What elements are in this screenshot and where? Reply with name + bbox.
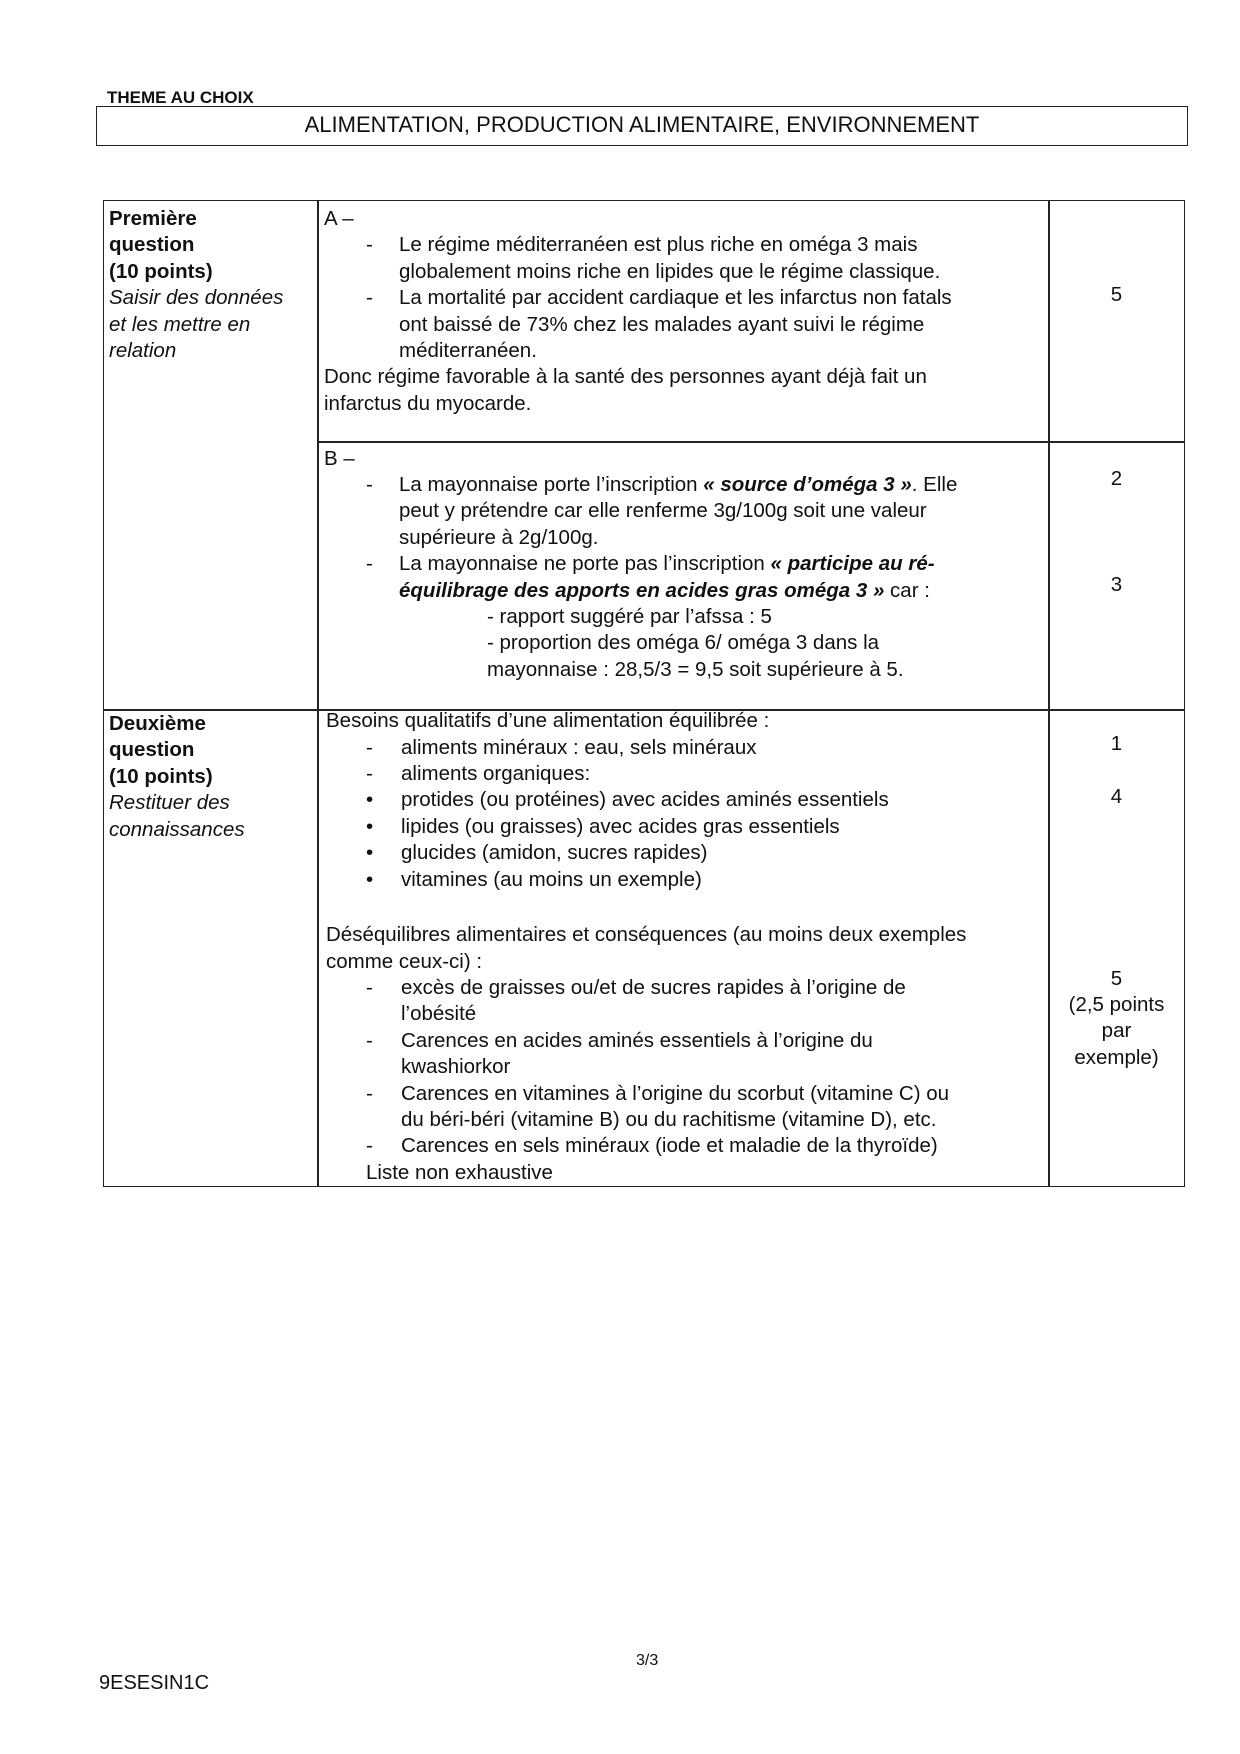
- q1-skill: relation: [109, 339, 177, 362]
- imbalance-item: Carences en acides aminés essentiels à l’origine du: [401, 1029, 873, 1052]
- dash-marker: -: [366, 1134, 373, 1157]
- part-a-item: Le régime méditerranéen est plus riche en oméga 3 mais: [399, 233, 918, 256]
- q2-points: 5: [1110, 967, 1123, 990]
- dash-marker: -: [366, 976, 373, 999]
- part-a-item: La mortalité par accident cardiaque et les infarctus non fatals: [399, 286, 952, 309]
- part-a-item: méditerranéen.: [399, 339, 537, 362]
- dash-marker: -: [366, 233, 373, 256]
- q1-skill: et les mettre en: [109, 313, 251, 336]
- part-b-points: 3: [1110, 573, 1123, 596]
- imbalance-item: kwashiorkor: [401, 1055, 511, 1078]
- text: car :: [884, 579, 930, 602]
- text: La mayonnaise porte l’inscription: [399, 473, 704, 496]
- part-b-subitem: - rapport suggéré par l’afssa : 5: [487, 605, 772, 628]
- needs-item: aliments minéraux : eau, sels minéraux: [401, 736, 757, 759]
- dash-marker: -: [366, 1029, 373, 1052]
- bullet-icon: •: [366, 815, 374, 838]
- needs-bullet-item: glucides (amidon, sucres rapides): [401, 841, 708, 864]
- needs-heading: Besoins qualitatifs d’une alimentation équilibrée :: [326, 709, 770, 732]
- page-number: 3/3: [636, 1652, 659, 1669]
- q2-points: 1: [1110, 732, 1123, 755]
- bullet-icon: •: [366, 788, 374, 811]
- q1-skill: Saisir des données: [109, 286, 284, 309]
- part-a-heading: A –: [324, 207, 354, 230]
- q2-skill: Restituer des: [109, 791, 230, 814]
- part-b-subitem: - proportion des oméga 6/ oméga 3 dans la: [487, 631, 880, 654]
- q1-label: question: [109, 233, 195, 256]
- q1-label: Première: [109, 207, 197, 230]
- q1-points-label: (10 points): [109, 260, 213, 283]
- imbalance-heading: Déséquilibres alimentaires et conséquences (au moins deux exemples: [326, 923, 967, 946]
- document-code: 9ESESIN1C: [99, 1672, 210, 1694]
- needs-bullet-item: protides (ou protéines) avec acides aminés essentiels: [401, 788, 889, 811]
- part-b-points: 2: [1110, 467, 1123, 490]
- document-title: ALIMENTATION, PRODUCTION ALIMENTAIRE, ENVIRONNEMENT: [96, 106, 1188, 146]
- imbalance-item: Carences en sels minéraux (iode et maladie de la thyroïde): [401, 1134, 938, 1157]
- bullet-icon: •: [366, 841, 374, 864]
- q2-points-note: exemple): [1074, 1046, 1159, 1069]
- imbalance-item: l’obésité: [401, 1002, 477, 1025]
- theme-label: THEME AU CHOIX: [107, 88, 254, 107]
- imbalance-item: du béri-béri (vitamine B) ou du rachitisme (vitamine D), etc.: [401, 1108, 937, 1131]
- part-b-item: [399, 472, 957, 498]
- imbalance-item: excès de graisses ou/et de sucres rapides à l’origine de: [401, 976, 906, 999]
- part-b-item: [399, 578, 930, 604]
- text: La mayonnaise ne porte pas l’inscription: [399, 552, 771, 575]
- row-divider: [317, 441, 1185, 443]
- q2-points-note: (2,5 points: [1068, 993, 1165, 1016]
- part-a-conclusion: infarctus du myocarde.: [324, 392, 532, 415]
- q2-label: question: [109, 738, 195, 761]
- part-a-item: globalement moins riche en lipides que le régime classique.: [399, 260, 941, 283]
- part-b-item: [399, 551, 935, 577]
- q2-points-note: par: [1101, 1019, 1132, 1042]
- dash-marker: -: [366, 1082, 373, 1105]
- claim-text: « source d’oméga 3 »: [703, 473, 912, 496]
- dash-marker: -: [366, 736, 373, 759]
- part-a-item: ont baissé de 73% chez les malades ayant suivi le régime: [399, 313, 925, 336]
- q2-points-label: (10 points): [109, 765, 213, 788]
- dash-marker: -: [366, 762, 373, 785]
- imbalance-item: Carences en vitamines à l’origine du scorbut (vitamine C) ou: [401, 1082, 950, 1105]
- column-divider: [317, 200, 319, 1187]
- imbalance-heading: comme ceux-ci) :: [326, 950, 483, 973]
- dash-marker: -: [366, 473, 373, 496]
- part-a-conclusion: Donc régime favorable à la santé des personnes ayant déjà fait un: [324, 365, 927, 388]
- part-a-points: 5: [1110, 283, 1123, 306]
- q2-label: Deuxième: [109, 712, 206, 735]
- q2-points: 4: [1110, 785, 1123, 808]
- bullet-icon: •: [366, 868, 374, 891]
- part-b-subitem: mayonnaise : 28,5/3 = 9,5 soit supérieure à 5.: [487, 658, 904, 681]
- footer-note: Liste non exhaustive: [366, 1161, 553, 1184]
- dash-marker: -: [366, 552, 373, 575]
- needs-item: aliments organiques:: [401, 762, 591, 785]
- needs-bullet-item: vitamines (au moins un exemple): [401, 868, 702, 891]
- part-b-item: peut y prétendre car elle renferme 3g/100g soit une valeur: [399, 499, 927, 522]
- claim-text: équilibrage des apports en acides gras oméga 3 »: [399, 579, 885, 602]
- text: . Elle: [911, 473, 958, 496]
- dash-marker: -: [366, 286, 373, 309]
- claim-text: « participe au ré-: [770, 552, 935, 575]
- part-b-heading: B –: [324, 447, 355, 470]
- part-b-item: supérieure à 2g/100g.: [399, 526, 599, 549]
- needs-bullet-item: lipides (ou graisses) avec acides gras essentiels: [401, 815, 840, 838]
- q2-skill: connaissances: [109, 818, 245, 841]
